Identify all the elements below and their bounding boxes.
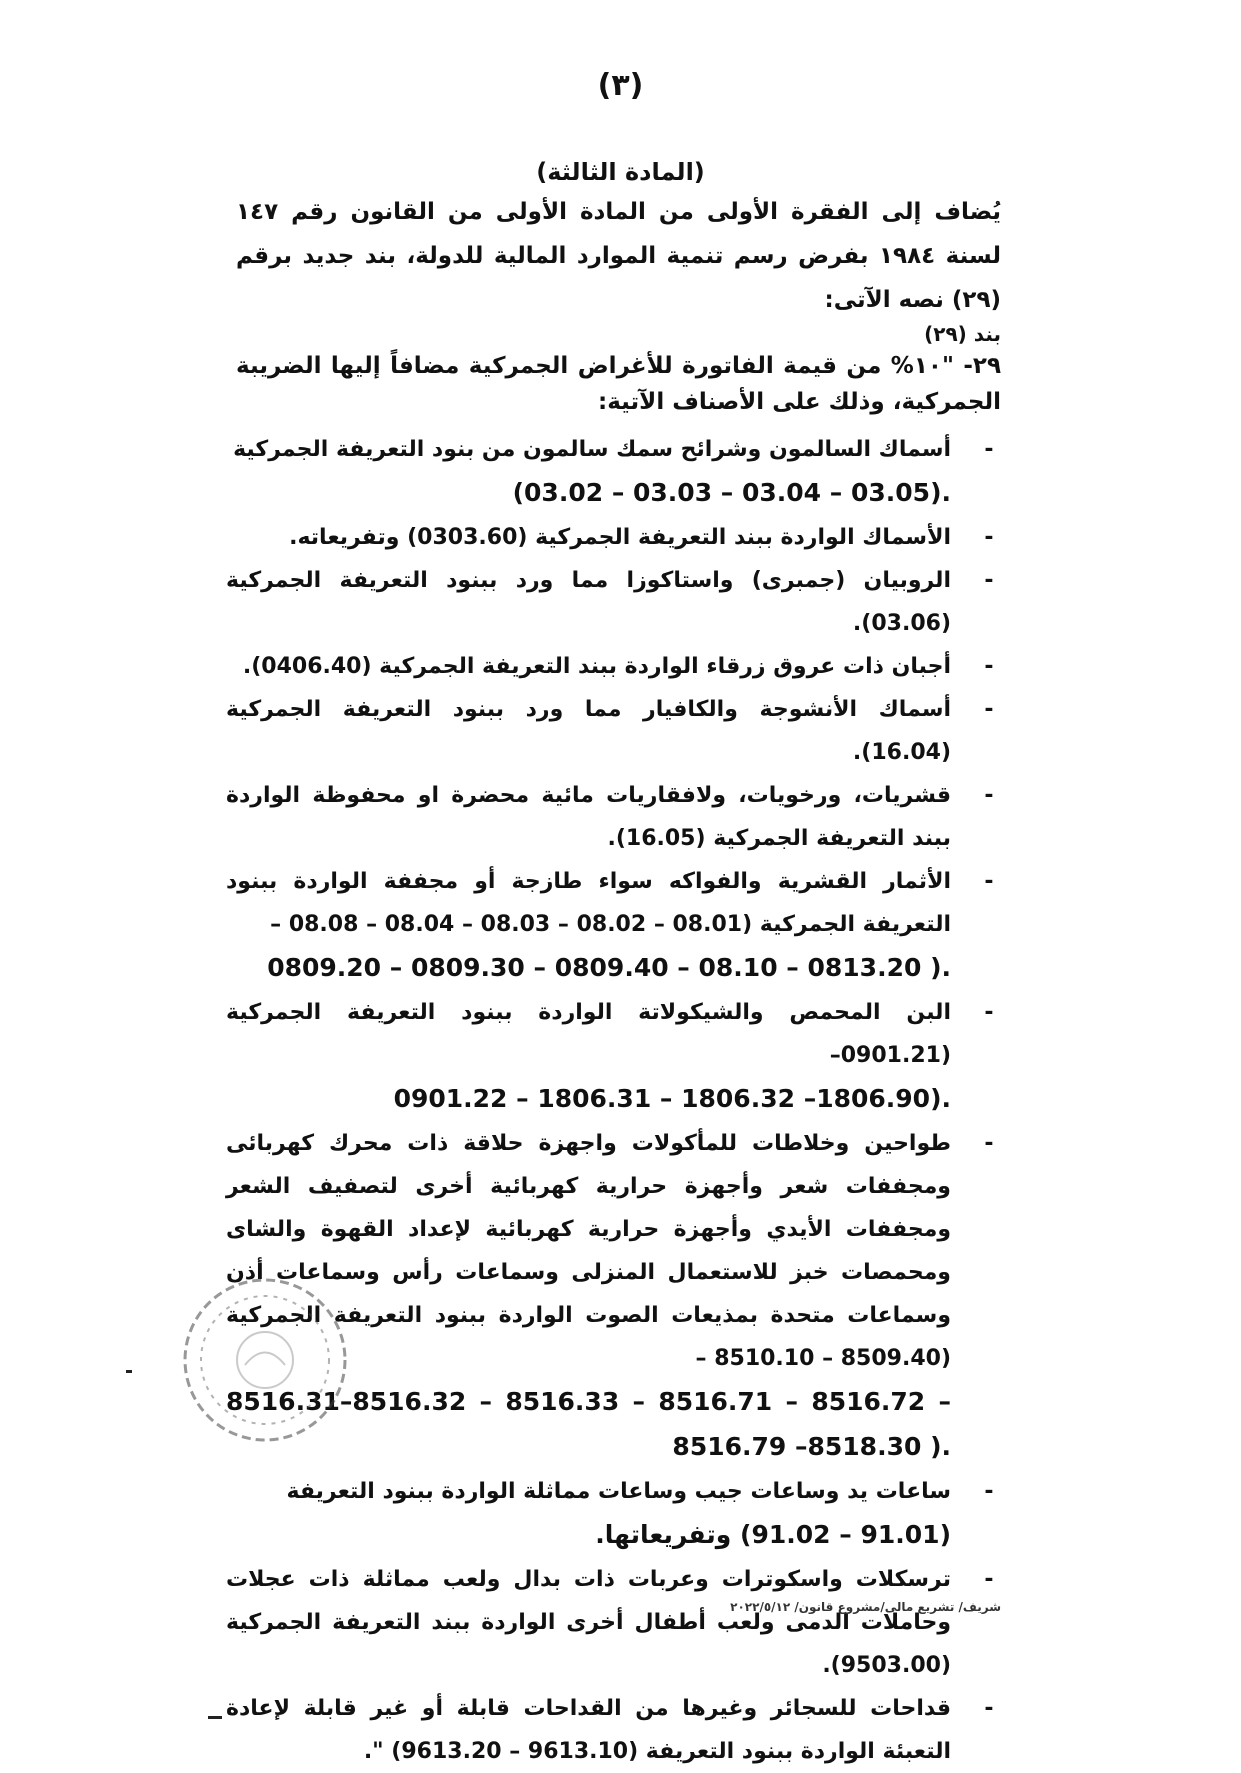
item-text: الأسماك الواردة ببند التعريفة الجمركية (0303.60) وتفريعاته. [289,525,951,550]
bullet-dash: - [984,1479,994,1504]
list-item [226,559,1001,645]
list-item [226,991,1001,1122]
item-text: أسماك السالمون وشرائح سمك سالمون من بنود التعريفة الجمركية [233,437,951,462]
list-item [226,1687,1001,1773]
official-seal-stamp [175,1270,355,1450]
article-title: (المادة الثالثة) [536,158,705,186]
list-item [226,428,1001,516]
bullet-dash: - [984,654,994,679]
bullet-dash: - [984,869,994,894]
bullet-dash: - [984,697,994,722]
clause-label: بند (٢٩) [924,322,1001,346]
item-codes: (03.02 – 03.03 – 03.04 – 03.05). [512,478,951,507]
bullet-dash: - [984,1000,994,1025]
item-text: البن المحمص والشيكولاتة الواردة ببنود التعريفة الجمركية (0901.21– [226,1000,951,1068]
bullet-dash: - [984,1131,994,1156]
item-text: الروبيان (جمبرى) واستاكوزا مما ورد ببنود التعريفة الجمركية (03.06). [226,568,951,636]
list-item [226,1470,1001,1558]
item-text: طواحين وخلاطات للمأكولات واجهزة حلاقة ذات محرك كهربائى ومجففات شعر وأجهزة حرارية كهربائية أخرى لتصفيف الشعر ومجففات الأيدي وأجهزة حرارية كهربائية لإعداد القهوة والشاى ومحمصات خبز للاستعمال المنزلى وسماعات رأس وسماعات أذن وسماعات متحدة بمذيعات الصوت الواردة ببنود التعريفة الجمركية (8509.40 – 8510.10 – [226,1131,951,1371]
item-text: قداحات للسجائر وغيرها من القداحات قابلة أو غير قابلة لإعادة التعبئة الواردة ببنود التعريفة (9613.10 – 9613.20) ". [226,1696,951,1764]
item-codes: 0809.20 – 0809.30 – 0809.40 – 08.10 – 0813.20 ). [267,953,951,982]
item-text: ترسكلات واسكوترات وعربات ذات بدال ولعب مماثلة ذات عجلات وحاملات الدمى ولعب أطفال أخرى الواردة ببند التعريفة الجمركية (9503.00). [226,1567,951,1678]
list-item [226,1558,1001,1687]
item-text: الأثمار القشرية والفواكه سواء طازجة أو مجففة الواردة ببنود التعريفة الجمركية (08.01 – 08.02 – 08.03 – 08.04 – 08.08 – [226,869,951,937]
list-item [226,516,1001,559]
item-codes: 8516.31–8516.32 – 8516.33 – 8516.71 – 8516.72 – 8516.79 –8518.30 ). [226,1387,951,1461]
list-item [226,860,1001,991]
list-item [226,774,1001,860]
bullet-dash: - [984,783,994,808]
item-text: قشريات، ورخويات، ولافقاريات مائية محضرة او محفوظة الواردة ببند التعريفة الجمركية (16.05). [226,783,951,851]
item-text: ساعات يد وساعات جيب وساعات مماثلة الواردة ببنود التعريفة [286,1479,951,1504]
bullet-dash: - [984,1696,994,1721]
bullet-dash: - [984,568,994,593]
page-number: (٣) [597,68,644,103]
item-text: أجبان ذات عروق زرقاء الواردة ببند التعريفة الجمركية (0406.40). [242,654,951,679]
list-item [226,688,1001,774]
intro-paragraph: يُضاف إلى الفقرة الأولى من المادة الأولى من القانون رقم ١٤٧ لسنة ١٩٨٤ بفرض رسم تنمية الموارد المالية للدولة، بند جديد برقم (٢٩) نصه الآتى: [236,199,1001,313]
list-item [226,645,1001,688]
clause-text: ٢٩- "١٠% من قيمة الفاتورة للأغراض الجمركية مضافاً إليها الضريبة الجمركية، وذلك على الأصناف الآتية: [236,353,1001,415]
item-codes: (91.01 – 91.02) وتفريعاتها. [595,1520,951,1549]
scan-speck [208,1716,222,1719]
scan-speck [126,1370,132,1373]
item-codes: 0901.22 – 1806.31 – 1806.32 –1806.90). [393,1084,951,1113]
footer-note: شريف/ تشريع مالى/مشروع قانون/ ٢٠٢٢/٥/١٢ [730,1600,1001,1614]
items-list [226,428,1001,1773]
bullet-dash: - [984,437,994,462]
item-text: أسماك الأنشوجة والكافيار مما ورد ببنود التعريفة الجمركية (16.04). [226,697,951,765]
bullet-dash: - [984,1567,994,1592]
bullet-dash: - [984,525,994,550]
